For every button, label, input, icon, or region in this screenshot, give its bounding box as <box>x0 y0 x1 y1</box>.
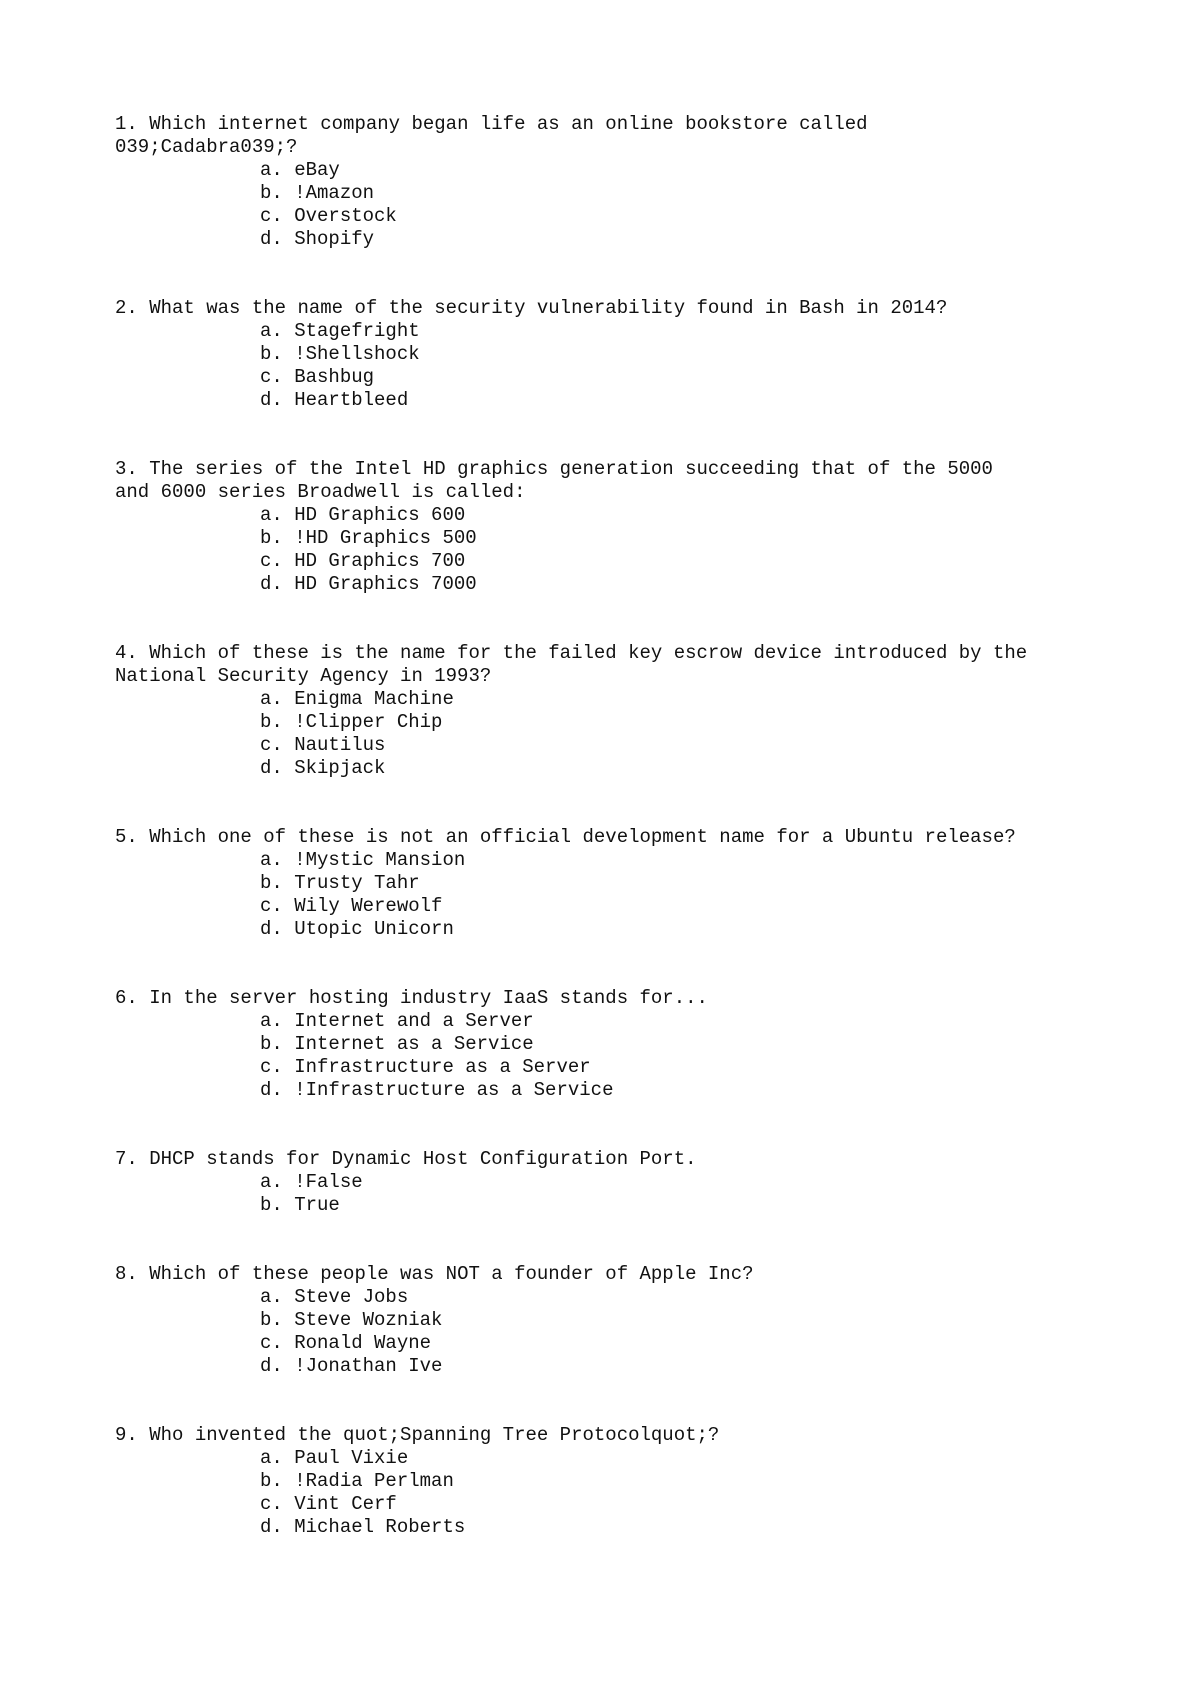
question-prompt: What was the name of the security vulnerability found in Bash in 2014? <box>149 297 948 319</box>
option-letter: a. <box>260 688 283 710</box>
answer-options <box>115 320 1115 412</box>
option-letter: b. <box>260 182 283 204</box>
question-text <box>115 987 1115 1010</box>
answer-option <box>115 895 1115 918</box>
option-text: eBay <box>294 159 340 181</box>
option-letter: b. <box>260 1309 283 1331</box>
option-letter: a. <box>260 1286 283 1308</box>
question-block <box>115 1263 1115 1378</box>
question-text <box>115 642 1115 688</box>
question-block <box>115 642 1115 780</box>
option-letter: d. <box>260 1516 283 1538</box>
quiz-question-list <box>115 113 1115 1585</box>
option-text: Shopify <box>294 228 375 250</box>
answer-option <box>115 711 1115 734</box>
option-letter: a. <box>260 159 283 181</box>
answer-options <box>115 1447 1115 1539</box>
answer-option <box>115 688 1115 711</box>
option-text: HD Graphics 7000 <box>294 573 477 595</box>
answer-option <box>115 734 1115 757</box>
option-letter: a. <box>260 1010 283 1032</box>
question-text <box>115 826 1115 849</box>
option-letter: b. <box>260 527 283 549</box>
answer-option <box>115 366 1115 389</box>
option-letter: c. <box>260 1493 283 1515</box>
answer-option <box>115 1447 1115 1470</box>
option-letter: a. <box>260 1447 283 1469</box>
question-text <box>115 1424 1115 1447</box>
answer-options <box>115 504 1115 596</box>
option-letter: a. <box>260 849 283 871</box>
question-block <box>115 458 1115 596</box>
answer-option <box>115 550 1115 573</box>
option-text: Trusty Tahr <box>294 872 420 894</box>
question-block <box>115 113 1115 251</box>
option-text: Internet as a Service <box>294 1033 534 1055</box>
question-block <box>115 1148 1115 1217</box>
option-letter: c. <box>260 895 283 917</box>
option-text: Internet and a Server <box>294 1010 534 1032</box>
answer-option <box>115 757 1115 780</box>
option-text: !Radia Perlman <box>294 1470 454 1492</box>
option-letter: b. <box>260 1194 283 1216</box>
answer-option <box>115 504 1115 527</box>
question-number: 2. <box>115 297 138 319</box>
answer-option <box>115 159 1115 182</box>
option-text: Steve Wozniak <box>294 1309 443 1331</box>
option-text: Infrastructure as a Server <box>294 1056 591 1078</box>
option-text: Michael Roberts <box>294 1516 466 1538</box>
answer-option <box>115 205 1115 228</box>
question-number: 3. <box>115 458 138 480</box>
option-text: Utopic Unicorn <box>294 918 454 940</box>
question-text <box>115 297 1115 320</box>
option-letter: d. <box>260 573 283 595</box>
option-text: Vint Cerf <box>294 1493 397 1515</box>
question-prompt: Who invented the quot;Spanning Tree Protocolquot;? <box>149 1424 720 1446</box>
option-text: Paul Vixie <box>294 1447 409 1469</box>
question-text <box>115 1148 1115 1171</box>
question-number: 6. <box>115 987 138 1009</box>
answer-options <box>115 1010 1115 1102</box>
option-letter: b. <box>260 711 283 733</box>
answer-option <box>115 872 1115 895</box>
option-text: Ronald Wayne <box>294 1332 432 1354</box>
option-text: Steve Jobs <box>294 1286 409 1308</box>
answer-option <box>115 1470 1115 1493</box>
answer-option <box>115 1286 1115 1309</box>
option-letter: d. <box>260 389 283 411</box>
question-number: 1. <box>115 113 138 135</box>
question-prompt: Which internet company began life as an online bookstore called 039;Cadabra039;? <box>115 113 868 158</box>
answer-option <box>115 1033 1115 1056</box>
answer-options <box>115 1171 1115 1217</box>
answer-option <box>115 1493 1115 1516</box>
option-letter: a. <box>260 1171 283 1193</box>
option-letter: c. <box>260 1332 283 1354</box>
option-text: !Mystic Mansion <box>294 849 466 871</box>
option-text: Enigma Machine <box>294 688 454 710</box>
option-text: Wily Werewolf <box>294 895 443 917</box>
question-number: 9. <box>115 1424 138 1446</box>
answer-option <box>115 1171 1115 1194</box>
option-text: HD Graphics 700 <box>294 550 466 572</box>
option-letter: c. <box>260 205 283 227</box>
option-text: True <box>294 1194 340 1216</box>
option-text: Stagefright <box>294 320 420 342</box>
option-letter: b. <box>260 1033 283 1055</box>
answer-option <box>115 918 1115 941</box>
question-text <box>115 1263 1115 1286</box>
option-text: Skipjack <box>294 757 386 779</box>
answer-option <box>115 1010 1115 1033</box>
question-prompt: The series of the Intel HD graphics generation succeeding that of the 5000 and 6000 series Broadwell is called: <box>115 458 993 503</box>
option-text: Nautilus <box>294 734 386 756</box>
option-letter: d. <box>260 1355 283 1377</box>
answer-option <box>115 389 1115 412</box>
option-letter: b. <box>260 872 283 894</box>
question-number: 8. <box>115 1263 138 1285</box>
option-text: !False <box>294 1171 363 1193</box>
answer-options <box>115 1286 1115 1378</box>
option-letter: c. <box>260 550 283 572</box>
question-number: 5. <box>115 826 138 848</box>
option-text: !Jonathan Ive <box>294 1355 443 1377</box>
option-letter: c. <box>260 734 283 756</box>
answer-option <box>115 1194 1115 1217</box>
option-letter: d. <box>260 918 283 940</box>
answer-options <box>115 688 1115 780</box>
answer-option <box>115 182 1115 205</box>
option-text: !Shellshock <box>294 343 420 365</box>
question-text <box>115 458 1115 504</box>
answer-option <box>115 1309 1115 1332</box>
option-letter: d. <box>260 228 283 250</box>
question-prompt: In the server hosting industry IaaS stands for... <box>149 987 708 1009</box>
question-block <box>115 297 1115 412</box>
answer-option <box>115 1355 1115 1378</box>
option-text: Bashbug <box>294 366 375 388</box>
question-block <box>115 826 1115 941</box>
answer-option <box>115 343 1115 366</box>
option-letter: c. <box>260 1056 283 1078</box>
answer-option <box>115 849 1115 872</box>
option-text: Overstock <box>294 205 397 227</box>
answer-option <box>115 1332 1115 1355</box>
answer-option <box>115 1056 1115 1079</box>
option-letter: a. <box>260 320 283 342</box>
question-block <box>115 1424 1115 1539</box>
question-number: 7. <box>115 1148 138 1170</box>
option-letter: c. <box>260 366 283 388</box>
question-block <box>115 987 1115 1102</box>
option-text: Heartbleed <box>294 389 409 411</box>
question-text <box>115 113 1115 159</box>
question-prompt: Which of these people was NOT a founder of Apple Inc? <box>149 1263 754 1285</box>
option-text: HD Graphics 600 <box>294 504 466 526</box>
answer-option <box>115 527 1115 550</box>
option-letter: a. <box>260 504 283 526</box>
option-letter: b. <box>260 343 283 365</box>
question-prompt: DHCP stands for Dynamic Host Configuration Port. <box>149 1148 697 1170</box>
option-letter: d. <box>260 757 283 779</box>
answer-option <box>115 573 1115 596</box>
answer-options <box>115 849 1115 941</box>
answer-option <box>115 320 1115 343</box>
question-prompt: Which of these is the name for the failed key escrow device introduced by the National Security Agency in 1993? <box>115 642 1028 687</box>
answer-option <box>115 1516 1115 1539</box>
option-text: !Infrastructure as a Service <box>294 1079 614 1101</box>
question-prompt: Which one of these is not an official development name for a Ubuntu release? <box>149 826 1016 848</box>
option-text: !Clipper Chip <box>294 711 443 733</box>
option-text: !HD Graphics 500 <box>294 527 477 549</box>
question-number: 4. <box>115 642 138 664</box>
answer-options <box>115 159 1115 251</box>
answer-option <box>115 228 1115 251</box>
option-letter: b. <box>260 1470 283 1492</box>
option-text: !Amazon <box>294 182 375 204</box>
answer-option <box>115 1079 1115 1102</box>
option-letter: d. <box>260 1079 283 1101</box>
